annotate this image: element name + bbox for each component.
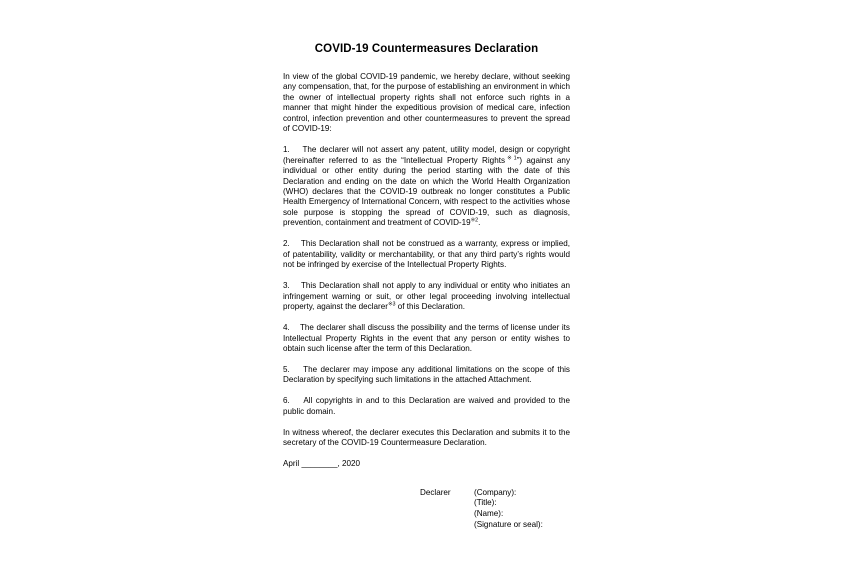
clause-3-gap [290,281,301,290]
footnote-mark-3: ※3 [387,301,396,308]
signature-field-title: (Title): [474,498,497,508]
clause-1-gap [290,145,303,154]
footnote-mark-1: ※1 [505,154,517,161]
clause-4 [283,323,570,354]
clause-5-number: 5. [283,364,290,374]
signature-fields [474,488,543,531]
clause-6-gap [290,396,304,405]
page-title: COVID-19 Countermeasures Declaration [314,43,539,55]
clause-1-text-end: . [478,218,481,228]
date-line: April ________, 2020 [283,459,360,469]
document-body [283,42,570,530]
clause-2 [283,239,570,270]
clause-3 [283,281,570,312]
clause-5-text: The declarer may impose any additional limitations on the scope of this Declaration by specifying such limitations in the attached Attachment. [283,364,570,385]
clause-1-text-part-2: ”) against any individual or other entity during the period starting with the date of this Declaration and ending on the date on which the World Health Organization (WHO) declares that the COVID-19 outbreak no longer constitutes a Public Health Emergency of International Concern, with respect to the activities whose sole purpose is stopping the spread of COVID-19, such as diagnosis, prevention, containment and treatment of COVID-19 [283,155,570,228]
clause-3-text-part-1: This Declaration shall not apply to any individual or entity who initiates an infringement warning or suit, or other legal proceeding involving intellectual property, against the declarer [283,281,570,312]
preamble-paragraph: In view of the global COVID-19 pandemic, we hereby declare, without seeking any compensation, that, for the purpose of establishing an environment in which the owner of intellectual property rights shall not enforce such rights in a manner that might hinder the expeditious provision of medical care, infection control, infection prevention and other countermeasures to prevent the spread of COVID-19: [283,72,570,134]
clause-6 [283,396,570,417]
signature-field-company: (Company): [474,487,517,497]
clause-4-gap [290,323,300,332]
clause-5-gap [290,365,303,374]
footnote-mark-2: ※2 [470,217,479,224]
clause-2-text: This Declaration shall not be construed as a warranty, express or implied, of patentability, validity or merchantability, or that any third party’s rights would not be infringed by exercise of the Intellectual Property Rights. [283,239,570,270]
signature-field-signature-or-seal: (Signature or seal): [474,519,543,529]
clause-2-number: 2. [283,239,290,249]
signature-block [283,488,570,531]
clause-6-text: All copyrights in and to this Declaration are waived and provided to the public domain. [283,396,570,416]
clause-3-text-part-2: of this Declaration. [395,302,465,312]
clause-4-text: The declarer shall discuss the possibility and the terms of license under its Intellectual Property Rights in the event that any person or entity wishes to obtain such license after the term of this Declaration. [283,323,570,353]
witness-paragraph: In witness whereof, the declarer executes this Declaration and submits it to the secretary of the COVID-19 Countermeasure Declaration. [283,427,570,448]
clause-2-gap [290,239,301,248]
clause-6-number: 6. [283,396,290,406]
signature-field-name: (Name): [474,509,504,518]
clause-1-text-part-1: The declarer will not assert any patent, utility model, design or copyright (hereinafter referred to as the “Intellectual Property Rights [283,145,570,165]
clause-1 [283,145,570,229]
signature-role-label: Declarer [420,487,451,497]
clause-4-number: 4. [283,323,290,333]
clause-5 [283,365,570,386]
clause-1-number: 1. [283,145,290,155]
clause-3-number: 3. [283,281,290,291]
